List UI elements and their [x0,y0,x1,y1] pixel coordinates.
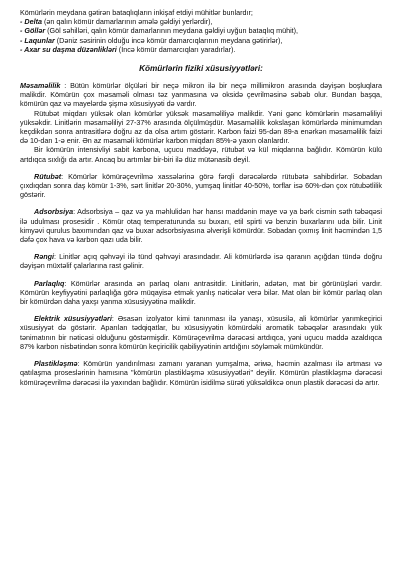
list-text: (İncə kömür damarcıqları yaradırlar). [116,44,236,54]
document-page [20,8,382,387]
section-term: Məsaməlilik [20,81,61,91]
list-text: (Göl səhilləri, qalın kömür damarlarının meydana gəldiyi uyğun bataqlıq mühit), [45,26,299,36]
section-paragraph: Bir kömürün intensivliyi sabit karbona, uçucu maddəyə, rütubət və kül miqdarına bağlıdır. Kömürün külü artdıqca sıxlığı da artır. Ancaq bu artımlar bir-biri ilə düz mütənasib deyil. [20,145,382,164]
section-color [20,252,382,270]
section-paragraph: Rütubət miqdarı yüksək olan kömürlər yüksək məsaməliliyə malikdir. Yəni gənc kömürlərin məsaməliliyi yüksəkdir. Linitlərin məsaməliliyi 27-37% arasında ölçülmüşdür. Məsaməlilik kokslaşan kömürlərdə minimumdan keçdikdən sonra antrasitlərə doğru az da olsa artım göstərir. Karbon faizi 95-dən 89-a enərkən məsaməlilik faizi də 10-dan 1-ə enir. Ən az məsaməli kömürlər karbon miqdarı 85%-ə yaxın olanlardır. [20,108,382,146]
list-term: - Axar su daşma düzənlikləri [20,44,117,54]
section-text: : Bütün kömürlər ölçüləri bir neçə mikron ilə bir neçə millimikron arasında dəyişən boşluqlara malikdir. Kömürün çox məsaməli olması təz yanmasına və oksidə çevrilməsinə səbəb olur. Bundan başqa, kömürün qaz və mayelərdə şişmə xüsusiyyəti də vardır. [20,81,382,109]
section-term: Parlaqlıq [34,278,65,288]
list-item [20,17,382,26]
list-term: - Laqunlar [20,35,55,45]
list-item [20,36,382,45]
section-text: : Kömürün yandırılması zamanı yaranan yumşalma, əriмə, həcmin azalması ilə artması və qatılaşma proseslərinin hamısına "kömürün plastikləşmə xüsusiyyətləri" deyilir. Kömürün plastikləşmə dərəcəsi kömürəçevrilmə dərəcəsi ilə yaxından bağlıdır. Kömürün isidilmə sürəti yüksəldikcə onun plastik dərəcəsi də artır. [20,359,382,387]
section-term: Rütubət [34,171,62,181]
section-plasticity [20,359,382,387]
intro-line: Kömürlərin meydana gətirən bataqlıqların inkişaf etdiyi mühitlər bunlardır; [20,8,253,17]
section-term: Rəngi [34,252,54,262]
section-moisture [20,172,382,200]
intro-block [20,8,382,54]
section-heading: Kömürlərin fiziki xüsusiyyətləri: [139,64,263,74]
section-text: : Kömürlər kömürəçevrilmə xassələrinə görə fərqli dərəcələrdə rütubətə sahibdirlər. Sobadan çıxdıqdan sonra daş kömür 1-3%, sərt linitlər 20-30%, yumşaq linitlər 40-50%, torflar isə 60%-dən çox rütubətlilik göstərir. [20,171,382,200]
section-porosity [20,81,382,164]
list-text: (Dəniz səsirinin olduğu incə kömür damarcıqlarının meydana gətirirlər), [54,35,283,45]
list-item [20,45,382,54]
section-term: Elektrik xüsusiyyətləri [34,314,112,324]
section-adsorption [20,207,382,244]
section-term: Plastikləşmə [34,359,78,369]
section-text: : Linitlər açıq qəhvəyi ilə tünd qəhvəyi arasındadır. Ali kömürlərdə isə qaranın açığdan tündə doğru dəyişən müxtəlif çalarlarına rast gəlinir. [20,252,382,271]
list-term: - Delta [20,17,42,27]
section-text: : Adsorbsiya – qaz və ya məhlulidən hər hansı maddənin maye və ya bərk cismin səth təbəqəsi ilə udulması prosesidir . Kömür otaq temperaturunda su buxarı, etil spirti və benzin buxarlarını uda bilir. Linit kimyəvi qurulus baxımından qaz və buxar adsorbsiyasına əlverişli kömürdür. Sobadan çıxmış linit həcmindən 1,5 dəfə çox hava və karbon qazı uda bilir. [20,207,382,245]
section-electrical [20,314,382,351]
section-text: : Əsasən izolyator kimi tanınması ilə yanaşı, xüsusilə, ali kömürlər yarımkeçirici xüsusiyyət də göstərir. Aparılan tədqiqatlar, bu xüsusiyyətin kömürdəki aromatik təbəqələr arasındakı yük tənimatının bir nəticəsi olduğunu göstərmişdir. Kömürəçevrilmə dərəcəsi artdıqca, yəni uçucu maddə azaldıqca 87% karbon nisbətindən sonra kömürün keçiricilik qabiliyyətinin artdığını söyləmək mümkündür. [20,314,382,351]
list-item [20,26,382,35]
section-text: : Kömürlər arasında ən parlaq olanı antrasitdir. Linitlərin, adətən, mat bir görünüşləri vardır. Kömürün keyfiyyətini parlaqlığa görə müqayisə etmək yanlış nəticələr verə bilər. Mat olan bir kömür parlaq olan bir kömürdən daha yaxşı yanma xüsusiyyətinə malikdir. [20,278,382,307]
list-term: - Göllər [20,26,46,36]
section-term: Adsorbsiya [34,207,74,217]
section-luster [20,279,382,307]
list-text: (ən qalın kömür damarlarının əmələ gəldiyi yerlərdir), [41,17,213,27]
